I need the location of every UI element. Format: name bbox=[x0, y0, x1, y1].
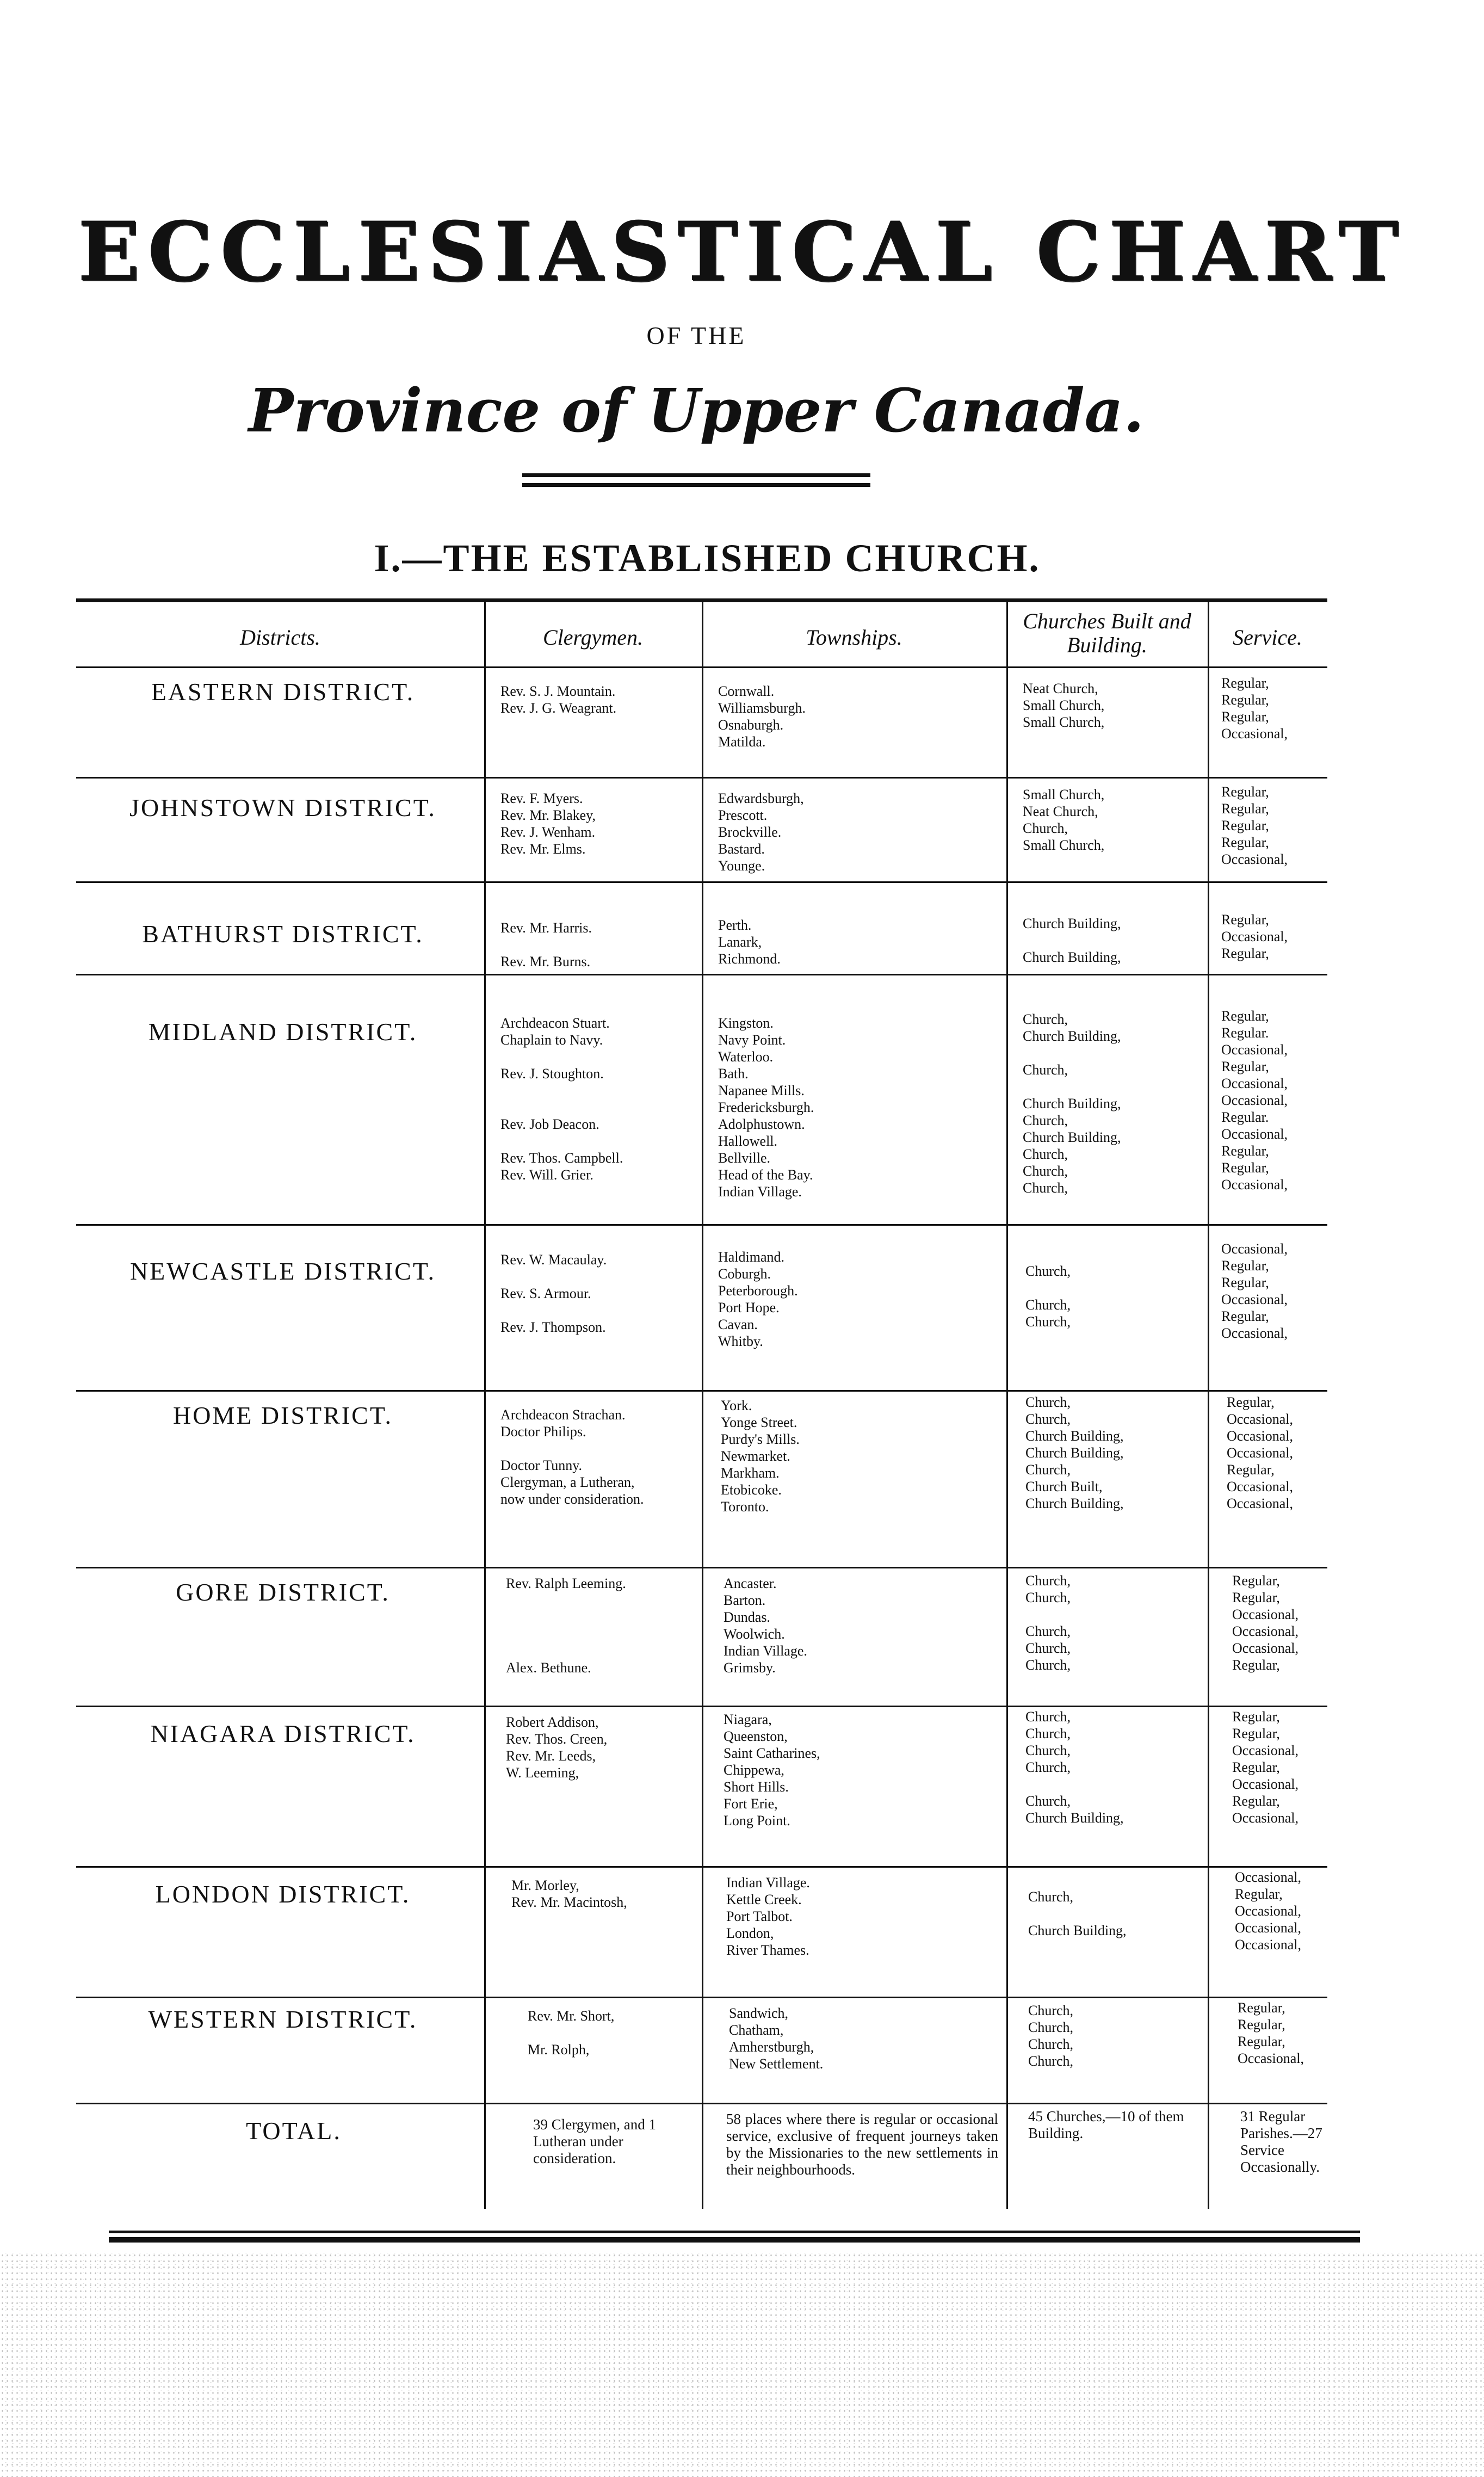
bottom-rule-bottom bbox=[109, 2237, 1360, 2243]
col-divider-2 bbox=[702, 598, 703, 2209]
row-rule bbox=[76, 777, 1327, 779]
bottom-rule-top bbox=[109, 2231, 1360, 2233]
churches-london: Church, Church Building, bbox=[1028, 1889, 1127, 1938]
service-gore: Regular, Regular, Occasional, Occasional, Occasional, Regular, bbox=[1232, 1573, 1299, 1673]
row-rule bbox=[76, 1224, 1327, 1226]
header-service: Service. bbox=[1233, 625, 1302, 650]
clergy-newcastle: Rev. W. Macaulay. Rev. S. Armour. Rev. J. Thompson. bbox=[500, 1252, 607, 1335]
row-rule bbox=[76, 1706, 1327, 1707]
churches-home: Church, Church, Church Building, Church Building, Church, Church Built, Church Building, bbox=[1025, 1394, 1124, 1511]
clergy-niagara: Robert Addison, Rev. Thos. Creen, Rev. Mr. Leeds, W. Leeming, bbox=[506, 1714, 608, 1781]
district-eastern: EASTERN DISTRICT. bbox=[151, 678, 415, 706]
townships-london: Indian Village. Kettle Creek. Port Talbot. London, River Thames. bbox=[726, 1875, 810, 1958]
district-london: LONDON DISTRICT. bbox=[155, 1880, 411, 1908]
district-newcastle: NEWCASTLE DISTRICT. bbox=[129, 1257, 436, 1285]
churches-bathurst: Church Building, Church Building, bbox=[1023, 916, 1121, 965]
title-rule-top bbox=[522, 473, 870, 477]
chart-table bbox=[76, 598, 1327, 2217]
district-midland: MIDLAND DISTRICT. bbox=[148, 1018, 418, 1046]
total-service: 31 Regular Parishes.—27 Service Occasionally. bbox=[1240, 2108, 1322, 2175]
service-midland: Regular, Regular. Occasional, Regular, Occasional, Occasional, Regular. Occasional, Regular, Regular, Occasional, bbox=[1221, 1008, 1288, 1193]
district-bathurst: BATHURST DISTRICT. bbox=[142, 920, 424, 948]
section-title: I.—THE ESTABLISHED CHURCH. bbox=[374, 536, 1041, 580]
district-johnstown: JOHNSTOWN DISTRICT. bbox=[129, 794, 436, 821]
header-townships: Townships. bbox=[806, 625, 902, 650]
province-title: Province of Upper Canada. bbox=[248, 375, 1145, 446]
clergy-eastern: Rev. S. J. Mountain. Rev. J. G. Weagrant. bbox=[500, 683, 617, 716]
clergy-johnstown: Rev. F. Myers. Rev. Mr. Blakey, Rev. J. Wenham. Rev. Mr. Elms. bbox=[500, 790, 596, 857]
paper-speckle bbox=[0, 2252, 1484, 2477]
district-gore: GORE DISTRICT. bbox=[176, 1578, 390, 1606]
row-rule bbox=[76, 1567, 1327, 1568]
header-districts: Districts. bbox=[240, 625, 320, 650]
churches-niagara: Church, Church, Church, Church, Church, Church Building, bbox=[1025, 1709, 1124, 1826]
chart-title: ECCLESIASTICAL CHART bbox=[77, 204, 1407, 300]
clergy-bathurst: Rev. Mr. Harris. Rev. Mr. Burns. bbox=[500, 920, 592, 969]
townships-johnstown: Edwardsburgh, Prescott. Brockville. Bastard. Younge. bbox=[718, 790, 804, 874]
total-clergymen: 39 Clergymen, and 1 Lutheran under consideration. bbox=[533, 2116, 656, 2166]
townships-niagara: Niagara, Queenston, Saint Catharines, Chippewa, Short Hills. Fort Erie, Long Point. bbox=[724, 1712, 820, 1829]
subtitle-of-the: OF THE bbox=[646, 322, 746, 349]
townships-gore: Ancaster. Barton. Dundas. Woolwich. Indian Village. Grimsby. bbox=[724, 1576, 807, 1676]
row-rule bbox=[76, 1866, 1327, 1868]
churches-johnstown: Small Church, Neat Church, Church, Small Church, bbox=[1023, 787, 1105, 853]
service-bathurst: Regular, Occasional, Regular, bbox=[1221, 912, 1288, 961]
row-rule bbox=[76, 974, 1327, 975]
townships-newcastle: Haldimand. Coburgh. Peterborough. Port Hope. Cavan. Whitby. bbox=[718, 1249, 798, 1349]
total-label: TOTAL. bbox=[246, 2117, 342, 2145]
clergy-gore: Rev. Ralph Leeming. Alex. Bethune. bbox=[506, 1576, 626, 1676]
townships-western: Sandwich, Chatham, Amherstburgh, New Settlement. bbox=[729, 2005, 824, 2072]
col-divider-3 bbox=[1006, 598, 1008, 2209]
header-clergymen: Clergymen. bbox=[542, 625, 644, 650]
col-divider-4 bbox=[1208, 598, 1209, 2209]
header-churches: Churches Built and Building. bbox=[1023, 609, 1191, 657]
service-home: Regular, Occasional, Occasional, Occasional, Regular, Occasional, Occasional, bbox=[1227, 1394, 1294, 1511]
total-townships: 58 places where there is regular or occasional service, exclusive of frequent journeys taken by the Missionaries to the new settlements in their neighbourhoods. bbox=[726, 2111, 998, 2178]
service-newcastle: Occasional, Regular, Regular, Occasional, Regular, Occasional, bbox=[1221, 1241, 1288, 1341]
churches-western: Church, Church, Church, Church, bbox=[1028, 2003, 1074, 2069]
service-london: Occasional, Regular, Occasional, Occasional, Occasional, bbox=[1235, 1869, 1302, 1953]
clergy-london: Mr. Morley, Rev. Mr. Macintosh, bbox=[511, 1877, 627, 1910]
churches-newcastle: Church, Church, Church, bbox=[1025, 1263, 1071, 1330]
title-rule-bottom bbox=[522, 483, 870, 487]
clergy-home: Archdeacon Strachan. Doctor Philips. Doctor Tunny. Clergyman, a Lutheran, now under consideration. bbox=[500, 1407, 644, 1507]
townships-eastern: Cornwall. Williamsburgh. Osnaburgh. Matilda. bbox=[718, 683, 806, 750]
churches-midland: Church, Church Building, Church, Church Building, Church, Church Building, Church, Church, Church, bbox=[1023, 1011, 1121, 1196]
townships-bathurst: Perth. Lanark, Richmond. bbox=[718, 917, 781, 967]
townships-midland: Kingston. Navy Point. Waterloo. Bath. Napanee Mills. Fredericksburgh. Adolphustown. Hallowell. Bellville. Head of the Bay. Indian Village. bbox=[718, 1015, 814, 1200]
churches-eastern: Neat Church, Small Church, Small Church, bbox=[1023, 681, 1105, 730]
service-eastern: Regular, Regular, Regular, Occasional, bbox=[1221, 675, 1288, 742]
service-western: Regular, Regular, Regular, Occasional, bbox=[1238, 2000, 1304, 2066]
clergy-western: Rev. Mr. Short, Mr. Rolph, bbox=[528, 2008, 615, 2058]
clergy-midland: Archdeacon Stuart. Chaplain to Navy. Rev. J. Stoughton. Rev. Job Deacon. Rev. Thos. Campbell. Rev. Will. Grier. bbox=[500, 1015, 623, 1183]
district-western: WESTERN DISTRICT. bbox=[148, 2005, 418, 2033]
townships-home: York. Yonge Street. Purdy's Mills. Newmarket. Markham. Etobicoke. Toronto. bbox=[721, 1398, 800, 1515]
row-rule bbox=[76, 1390, 1327, 1392]
district-home: HOME DISTRICT. bbox=[172, 1401, 393, 1429]
churches-gore: Church, Church, Church, Church, Church, bbox=[1025, 1573, 1071, 1673]
row-rule bbox=[76, 1997, 1327, 1998]
row-rule bbox=[76, 881, 1327, 883]
total-churches: 45 Churches,—10 of them Building. bbox=[1028, 2108, 1184, 2141]
service-niagara: Regular, Regular, Occasional, Regular, Occasional, Regular, Occasional, bbox=[1232, 1709, 1299, 1826]
service-johnstown: Regular, Regular, Regular, Regular, Occasional, bbox=[1221, 784, 1288, 867]
row-rule bbox=[76, 2103, 1327, 2104]
district-niagara: NIAGARA DISTRICT. bbox=[150, 1720, 416, 1747]
